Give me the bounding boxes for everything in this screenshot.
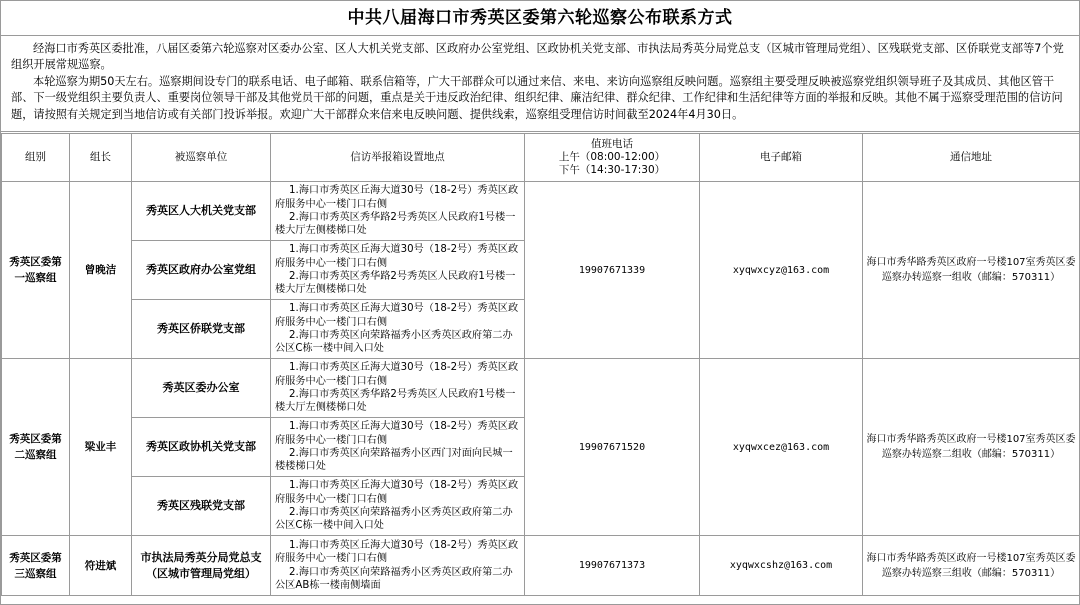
unit-name: 秀英区委办公室 <box>132 359 271 418</box>
group-leader: 符进斌 <box>70 536 132 596</box>
mailing-address: 海口市秀华路秀英区政府一号楼107室秀英区委巡察办转巡察一组收（邮编：570311） <box>863 182 1080 359</box>
header-leader: 组长 <box>70 134 132 182</box>
box-location <box>271 477 525 536</box>
box-location-1: 1.海口市秀英区丘海大道30号（18-2号）秀英区政府服务中心一楼门口右侧 <box>275 362 519 387</box>
box-location <box>271 300 525 359</box>
unit-name: 秀英区残联党支部 <box>132 477 271 536</box>
group-name: 秀英区委第一巡察组 <box>2 182 70 359</box>
duty-phone: 19907671520 <box>525 359 700 536</box>
group-leader: 曾晚洁 <box>70 182 132 359</box>
box-location-1: 1.海口市秀英区丘海大道30号（18-2号）秀英区政府服务中心一楼门口右侧 <box>275 539 519 565</box>
box-location-1: 1.海口市秀英区丘海大道30号（18-2号）秀英区政府服务中心一楼门口右侧 <box>275 480 519 505</box>
header-box: 信访举报箱设置地点 <box>271 134 525 182</box>
unit-name: 秀英区政协机关党支部 <box>132 418 271 477</box>
mailing-address: 海口市秀华路秀英区政府一号楼107室秀英区委巡察办转巡察二组收（邮编：570311） <box>863 359 1080 536</box>
box-location-2: 2.海口市秀英区向荣路福秀小区秀英区政府第二办公区C栋一楼中间入口处 <box>275 330 513 355</box>
box-location-1: 1.海口市秀英区丘海大道30号（18-2号）秀英区政府服务中心一楼门口右侧 <box>275 421 519 446</box>
email-address: xyqwxcshz@163.com <box>700 536 863 596</box>
header-unit: 被巡察单位 <box>132 134 271 182</box>
duty-phone: 19907671373 <box>525 536 700 596</box>
contact-table <box>1 133 1080 596</box>
unit-name: 市执法局秀英分局党总支（区城市管理局党组） <box>132 536 271 596</box>
email-address: xyqwxcyz@163.com <box>700 182 863 359</box>
box-location-2: 2.海口市秀英区秀华路2号秀英区人民政府1号楼一楼大厅左侧楼梯口处 <box>275 271 516 296</box>
header-phone-pm: 下午（14:30-17:30） <box>558 164 666 176</box>
table-header-row <box>2 134 1080 182</box>
group-name: 秀英区委第二巡察组 <box>2 359 70 536</box>
header-address: 通信地址 <box>863 134 1080 182</box>
intro-text <box>1 36 1079 132</box>
box-location-1: 1.海口市秀英区丘海大道30号（18-2号）秀英区政府服务中心一楼门口右侧 <box>275 244 519 269</box>
page-title: 中共八届海口市秀英区委第六轮巡察公布联系方式 <box>1 1 1079 36</box>
unit-name: 秀英区侨联党支部 <box>132 300 271 359</box>
email-address: xyqwxcez@163.com <box>700 359 863 536</box>
box-location-2: 2.海口市秀英区秀华路2号秀英区人民政府1号楼一楼大厅左侧楼梯口处 <box>275 389 516 414</box>
mailing-address: 海口市秀华路秀英区政府一号楼107室秀英区委巡察办转巡察三组收（邮编：570311） <box>863 536 1080 596</box>
box-location-2: 2.海口市秀英区秀华路2号秀英区人民政府1号楼一楼大厅左侧楼梯口处 <box>275 212 516 237</box>
box-location <box>271 536 525 596</box>
unit-name: 秀英区人大机关党支部 <box>132 182 271 241</box>
table-row <box>2 359 1080 418</box>
group-name: 秀英区委第三巡察组 <box>2 536 70 596</box>
table-row <box>2 182 1080 241</box>
intro-paragraph-1: 经海口市秀英区委批准，八届区委第六轮巡察对区委办公室、区人大机关党支部、区政府办公室党组、区政协机关党支部、市执法局秀英分局党总支（区城市管理局党组）、区残联党支部、区侨联党支部等7个党组织开展常规巡察。 <box>11 42 1064 72</box>
table-row <box>2 536 1080 596</box>
box-location <box>271 359 525 418</box>
box-location-1: 1.海口市秀英区丘海大道30号（18-2号）秀英区政府服务中心一楼门口右侧 <box>275 303 519 328</box>
box-location <box>271 418 525 477</box>
unit-name: 秀英区政府办公室党组 <box>132 241 271 300</box>
header-phone <box>525 134 700 182</box>
box-location-2: 2.海口市秀英区向荣路福秀小区秀英区政府第二办公区C栋一楼中间入口处 <box>275 507 513 532</box>
header-phone-title: 值班电话 <box>591 138 633 150</box>
intro-paragraph-2: 本轮巡察为期50天左右。巡察期间设专门的联系电话、电子邮箱、联系信箱等，广大干部群众可以通过来信、来电、来访向巡察组反映问题。巡察组主要受理反映被巡察党组织领导班子及其成员、其他区管干部、下一级党组织主要负责人、重要岗位领导干部及其他党员干部的问题，重点是关于违反政治纪律、组织纪律、廉洁纪律、群众纪律、工作纪律和生活纪律等方面的举报和反映。其他不属于巡察受理范围的信访问题，请按照有关规定到当地信访或有关部门投诉举报。欢迎广大干部群众来信来电反映问题、提供线索，巡察组受理信访时间截至2024年4月30日。 <box>11 74 1063 121</box>
box-location <box>271 182 525 241</box>
box-location-2: 2.海口市秀英区向荣路福秀小区秀英区政府第二办公区AB栋一楼南侧墙面 <box>275 566 513 591</box>
duty-phone: 19907671339 <box>525 182 700 359</box>
box-location-2: 2.海口市秀英区向荣路福秀小区西门对面向民城一楼楼梯口处 <box>275 448 513 473</box>
header-email: 电子邮箱 <box>700 134 863 182</box>
box-location <box>271 241 525 300</box>
header-group: 组别 <box>2 134 70 182</box>
header-phone-am: 上午（08:00-12:00） <box>558 151 666 163</box>
box-location-1: 1.海口市秀英区丘海大道30号（18-2号）秀英区政府服务中心一楼门口右侧 <box>275 185 519 210</box>
group-leader: 梁业丰 <box>70 359 132 536</box>
